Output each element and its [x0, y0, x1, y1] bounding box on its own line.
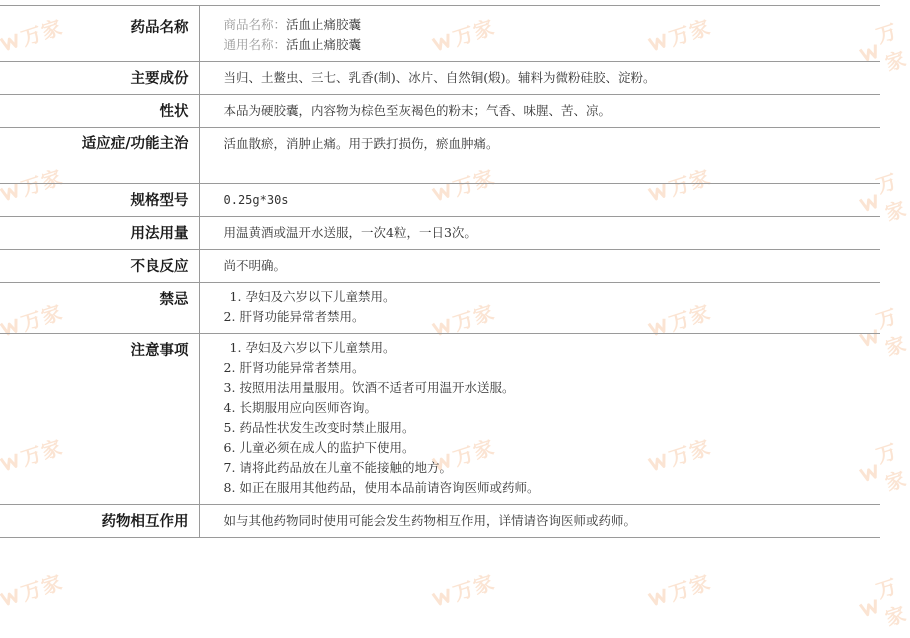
precaution-item: 3. 按照用法用量服用。饮酒不适者可用温开水送服。 — [223, 380, 515, 395]
watermark-logo-icon: 万家 — [645, 11, 714, 58]
watermark-logo-icon: 万家 — [852, 165, 910, 233]
row-ingredients — [0, 62, 880, 95]
label-spec: 规格型号 — [0, 184, 199, 217]
row-precautions — [0, 334, 880, 505]
value-adverse: 尚不明确。 — [199, 250, 880, 283]
watermark-logo-icon: 万家 — [429, 431, 498, 478]
row-appearance — [0, 95, 880, 128]
contra-item: 1. 孕妇及六岁以下儿童禁用。 — [229, 289, 396, 304]
drug-info-table — [0, 5, 880, 538]
watermark-logo-icon: 万家 — [645, 161, 714, 208]
row-interactions — [0, 505, 880, 538]
watermark-logo-icon: 万家 — [0, 431, 66, 478]
precaution-item: 8. 如正在服用其他药品，使用本品前请咨询医师或药师。 — [223, 480, 540, 495]
watermark-logo-icon: 万家 — [852, 435, 910, 503]
trade-name-key: 商品名称： — [223, 17, 287, 32]
watermark-logo-icon: 万家 — [0, 11, 66, 58]
trade-name-line — [224, 15, 881, 35]
row-usage — [0, 217, 880, 250]
contra-item: 2. 肝肾功能异常者禁用。 — [223, 309, 365, 324]
watermark-logo-icon: 万家 — [0, 161, 66, 208]
generic-name-line — [224, 35, 881, 55]
precaution-item: 2. 肝肾功能异常者禁用。 — [223, 360, 365, 375]
watermark-logo-icon: 万家 — [0, 566, 66, 613]
label-contra: 禁忌 — [0, 283, 199, 334]
value-ingredients: 当归、土鳖虫、三七、乳香(制)、冰片、自然铜(煅)。辅料为微粉硅胶、淀粉。 — [199, 62, 880, 95]
label-ingredients: 主要成份 — [0, 62, 199, 95]
row-indications — [0, 128, 880, 184]
watermark-logo-icon: 万家 — [645, 296, 714, 343]
watermark-logo-icon: 万家 — [429, 296, 498, 343]
value-interactions: 如与其他药物同时使用可能会发生药物相互作用，详情请咨询医师或药师。 — [199, 505, 880, 538]
watermark-logo-icon: 万家 — [852, 570, 910, 638]
value-appearance: 本品为硬胶囊，内容物为棕色至灰褐色的粉末；气香、味腥、苦、凉。 — [199, 95, 880, 128]
watermark-logo-icon: 万家 — [645, 431, 714, 478]
watermark-logo-icon: 万家 — [852, 15, 910, 83]
precaution-item: 4. 长期服用应向医师咨询。 — [223, 400, 378, 415]
watermark-logo-icon: 万家 — [0, 296, 66, 343]
precaution-item: 1. 孕妇及六岁以下儿童禁用。 — [229, 340, 396, 355]
value-precautions — [199, 334, 880, 505]
row-drug-name — [0, 6, 880, 62]
row-contra — [0, 283, 880, 334]
precaution-item: 7. 请将此药品放在儿童不能接触的地方。 — [223, 460, 453, 475]
watermark-logo-icon: 万家 — [645, 566, 714, 613]
generic-name-value: 活血止痛胶囊 — [286, 37, 362, 52]
label-usage: 用法用量 — [0, 217, 199, 250]
label-drug-name: 药品名称 — [0, 6, 199, 62]
label-adverse: 不良反应 — [0, 250, 199, 283]
value-indications: 活血散瘀，消肿止痛。用于跌打损伤，瘀血肿痛。 — [199, 128, 880, 184]
label-appearance: 性状 — [0, 95, 199, 128]
watermark-logo-icon: 万家 — [852, 300, 910, 368]
trade-name-value: 活血止痛胶囊 — [286, 17, 362, 32]
label-indications: 适应症/功能主治 — [0, 128, 199, 184]
generic-name-key: 通用名称： — [223, 37, 287, 52]
value-drug-name — [199, 6, 880, 62]
label-interactions: 药物相互作用 — [0, 505, 199, 538]
precaution-item: 6. 儿童必须在成人的监护下使用。 — [223, 440, 415, 455]
watermark-logo-icon: 万家 — [429, 161, 498, 208]
value-contra — [199, 283, 880, 334]
value-spec: 0.25g*30s — [199, 184, 880, 217]
value-usage: 用温黄酒或温开水送服，一次4粒，一日3次。 — [199, 217, 880, 250]
watermark-logo-icon: 万家 — [429, 566, 498, 613]
watermark-logo-icon: 万家 — [429, 11, 498, 58]
label-precautions: 注意事项 — [0, 334, 199, 505]
row-adverse — [0, 250, 880, 283]
precaution-item: 5. 药品性状发生改变时禁止服用。 — [223, 420, 415, 435]
row-spec — [0, 184, 880, 217]
